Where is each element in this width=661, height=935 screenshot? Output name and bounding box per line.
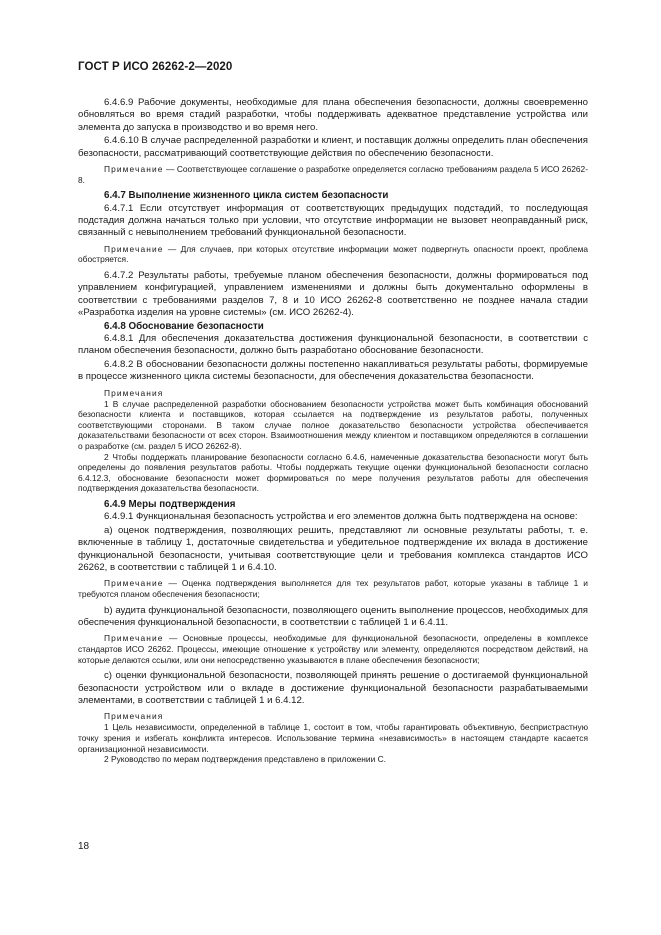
note-text: — Соответствующее соглашение о разработке определяется согласно требованиям раздела 5 ИСО 26262-8. [78, 164, 588, 185]
note-6-4-7-1 [78, 244, 588, 265]
note-text: — Оценка подтверждения выполняется для тех результатов работ, которые указаны в таблице 1 и требуются планом обеспечения безопасности; [78, 578, 588, 600]
paragraph-6-4-7-1: 6.4.7.1 Если отсутствует информация от соответствующих предыдущих подстадий, то последующая подстадия должна начаться только при условии, что отсутствие информации не вызовет неоправданный риск, связанный с невыполнением требований функциональной безопасности. [78, 202, 588, 239]
paragraph-6-4-7-2: 6.4.7.2 Результаты работы, требуемые планом обеспечения безопасности, должны формироваться под управлением конфигурацией, управлением изменениями и должны быть документально оформлены в соответствии с требованиями разделов 7, 8 и 10 ИСО 26262-8 соответственно не позднее начала стадии «Разработка изделия на уровне системы» (см. ИСО 26262-4). [78, 270, 588, 319]
document-body [78, 97, 588, 770]
note-item-6-4-9-2: 2 Руководство по мерам подтверждения представлено в приложении С. [104, 754, 386, 765]
paragraph-6-4-6-9: 6.4.6.9 Рабочие документы, необходимые для плана обеспечения безопасности, должны своевременно обновляться во время стадий разработки, чтобы поддерживать адекватное представление устройства или элемента до запуска в производство и во время него. [78, 97, 588, 133]
note-item-a [78, 578, 588, 599]
list-item-b: b) аудита функциональной безопасности, позволяющего оценить выполнение процессов, необходимых для обеспечения функциональной безопасности, в соответствии с таблицей 1 и 6.4.11. [78, 604, 588, 629]
note-label: Примечание [104, 243, 164, 254]
section-heading-6-4-8: 6.4.8 Обоснование безопасности [104, 320, 264, 332]
note-6-4-6-10 [78, 164, 588, 185]
notes-title-6-4-8: Примечания [104, 387, 164, 398]
note-text: — Для случаев, при которых отсутствие информации может подвергнуть опасности проект, проблема обостряется. [78, 243, 588, 265]
note-label: Примечание [104, 164, 164, 175]
section-heading-6-4-7: 6.4.7 Выполнение жизненного цикла систем безопасности [104, 190, 389, 202]
paragraph-6-4-8-1: 6.4.8.1 Для обеспечения доказательства достижения функциональной безопасности, в соответствии с планом обеспечения безопасности, должно быть разработано обоснование безопасности. [78, 333, 588, 357]
notes-title-6-4-9: Примечания [104, 711, 164, 722]
paragraph-6-4-9-1: 6.4.9.1 Функциональная безопасность устройства и его элементов должна быть подтверждена на основе: [104, 511, 578, 523]
note-item-6-4-8-2: 2 Чтобы поддержать планирование безопасности согласно 6.4.6, намеченные доказательства безопасности могут быть определены до появления результатов работы. Чтобы поддержать текущие оценки функциональной безопасности согласно 6.4.12.3, обоснование безопасности может формироваться по мере получения результатов работы для обеспечения подтверждения доказательства безопасности. [78, 451, 588, 494]
list-item-c: c) оценки функциональной безопасности, позволяющей принять решение о достигаемой функциональной безопасности устройством или о вкладе в достижение функциональной безопасности разрабатываемыми элементами, в соответствии с таблицей 1 и 6.4.12. [78, 670, 588, 707]
list-item-a: a) оценок подтверждения, позволяющих решить, представляют ли основные результаты работы, т. е. включенные в таблицу 1, достаточные свидетельства и убедительное подтверждение их вклада в достижение функциональной безопасности, учитывая соответствующие цели и требования комплекса стандартов ИСО 26262, в соответствии с таблицей 1 и 6.4.10. [78, 524, 588, 574]
note-label: Примечание [104, 578, 164, 589]
section-heading-6-4-9: 6.4.9 Меры подтверждения [104, 499, 236, 511]
note-text: — Основные процессы, необходимые для функциональной безопасности, определены в комплексе стандартов ИСО 26262. Процессы, имеющие отношение к устройству или элементу, определяются посредством действий, на которые делаются ссылки, или они непосредственно указываются в плане обеспечения безопасности; [78, 633, 588, 665]
note-item-6-4-8-1: 1 В случае распределенной разработки обоснованием безопасности устройства может быть комбинация обоснований безопасности клиента и поставщиков, которая ссылается на подтверждение из результатов работы, полученных соответствующими сторонами. В таком случае полное доказательство безопасности устройства обеспечивается доказательствами безопасности от всех сторон. Взаимоотношения между клиентом и поставщиком определяются в соглашении о разработке (см. раздел 5 ИСО 26262-8). [78, 398, 588, 452]
document-header: ГОСТ Р ИСО 26262-2—2020 [78, 61, 233, 73]
paragraph-6-4-8-2: 6.4.8.2 В обосновании безопасности должны постепенно накапливаться результаты работы, формируемые в процессе жизненного цикла системы безопасности, для обеспечения доказательства безопасности. [78, 358, 588, 383]
note-item-b [78, 633, 588, 665]
paragraph-6-4-6-10: 6.4.6.10 В случае распределенной разработки и клиент, и поставщик должны определить план обеспечения безопасности, рассматривающий соответствующие действия по обеспечению безопасности. [78, 135, 588, 159]
note-label: Примечание [104, 633, 164, 644]
page-number: 18 [78, 841, 90, 852]
note-item-6-4-9-1: 1 Цель независимости, определенной в таблице 1, состоит в том, чтобы гарантировать объективную, беспристрастную точку зрения и избегать конфликта интересов. Использование термина «независимость» в настоящем стандарте касается организационной независимости. [78, 722, 588, 754]
